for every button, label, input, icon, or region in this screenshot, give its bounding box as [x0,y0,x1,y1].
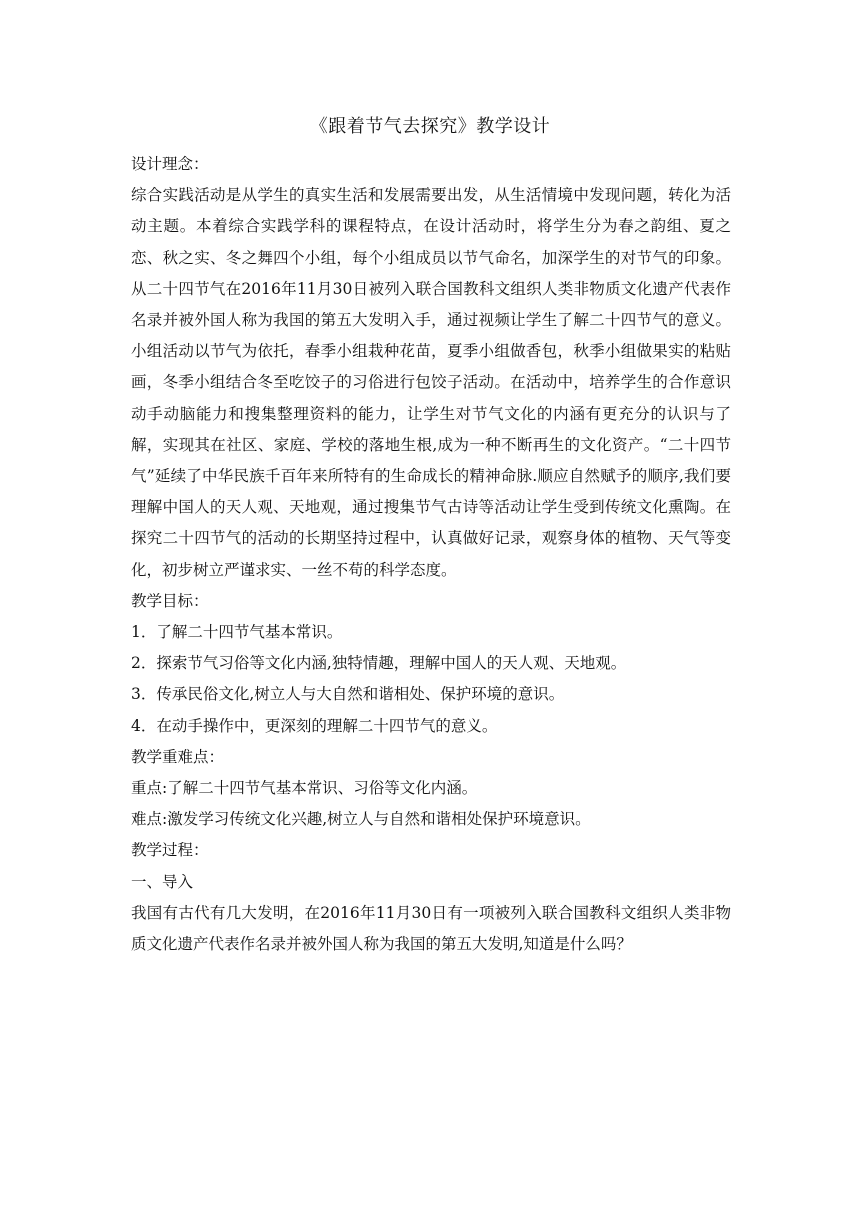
heading-teaching-goals: 教学目标： [131,591,209,610]
paragraph-intro: 我国有古代有几大发明，在2016年11月30日有一项被列入联合国教科文组织人类非物质文化遗产代表作名录并被外国人称为我国的第五大发明,知道是什么吗？ [131,903,731,954]
section-intro-title: 一、导入 [131,872,194,891]
goal-item: 4．在动手操作中，更深刻的理解二十四节气的意义。 [131,716,498,735]
goal-item: 3．传承民俗文化,树立人与大自然和谐相处、保护环境的意识。 [131,685,565,704]
goal-item: 2．探索节气习俗等文化内涵,独特情趣，理解中国人的天人观、天地观。 [131,654,627,673]
difficult-point: 难点:激发学习传统文化兴趣,树立人与自然和谐相处保护环境意识。 [131,810,591,829]
goal-item: 1．了解二十四节气基本常识。 [131,623,343,642]
document-title: 《跟着节气去探究》教学设计 [309,116,551,137]
key-point: 重点:了解二十四节气基本常识、习俗等文化内涵。 [131,779,478,798]
heading-design-concept: 设计理念： [131,155,209,173]
heading-teaching-process: 教学过程： [131,841,209,860]
paragraph-design-concept: 综合实践活动是从学生的真实生活和发展需要出发，从生活情境中发现问题，转化为活动主题。本着综合实践学科的课程特点，在设计活动时，将学生分为春之韵组、夏之恋、秋之实、冬之舞四个小组，每个小组成员以节气命名，加深学生的对节气的印象。从二十四节气在2016年11月30日被列入联合国教科文组织人类非物质文化遗产代表作名录并被外国人称为我国的第五大发明入手，通过视频让学生了解二十四节气的意义。小组活动以节气为依托，春季小组栽种花苗，夏季小组做香包，秋季小组做果实的粘贴画，冬季小组结合冬至吃饺子的习俗进行包饺子活动。在活动中，培养学生的合作意识动手动脑能力和搜集整理资料的能力，让学生对节气文化的内涵有更充分的认识与了解，实现其在社区、家庭、学校的落地生根,成为一种不断再生的文化资产。“二十四节气”延续了中华民族千百年来所特有的生命成长的精神命脉.顺应自然赋予的顺序,我们要理解中国人的天人观、天地观，通过搜集节气古诗等活动让学生受到传统文化熏陶。在探究二十四节气的活动的长期坚持过程中，认真做好记录，观察身体的植物、天气等变化，初步树立严谨求实、一丝不苟的科学态度。 [131,186,731,579]
heading-key-difficult-points: 教学重难点： [131,747,225,766]
document-body [131,149,731,960]
